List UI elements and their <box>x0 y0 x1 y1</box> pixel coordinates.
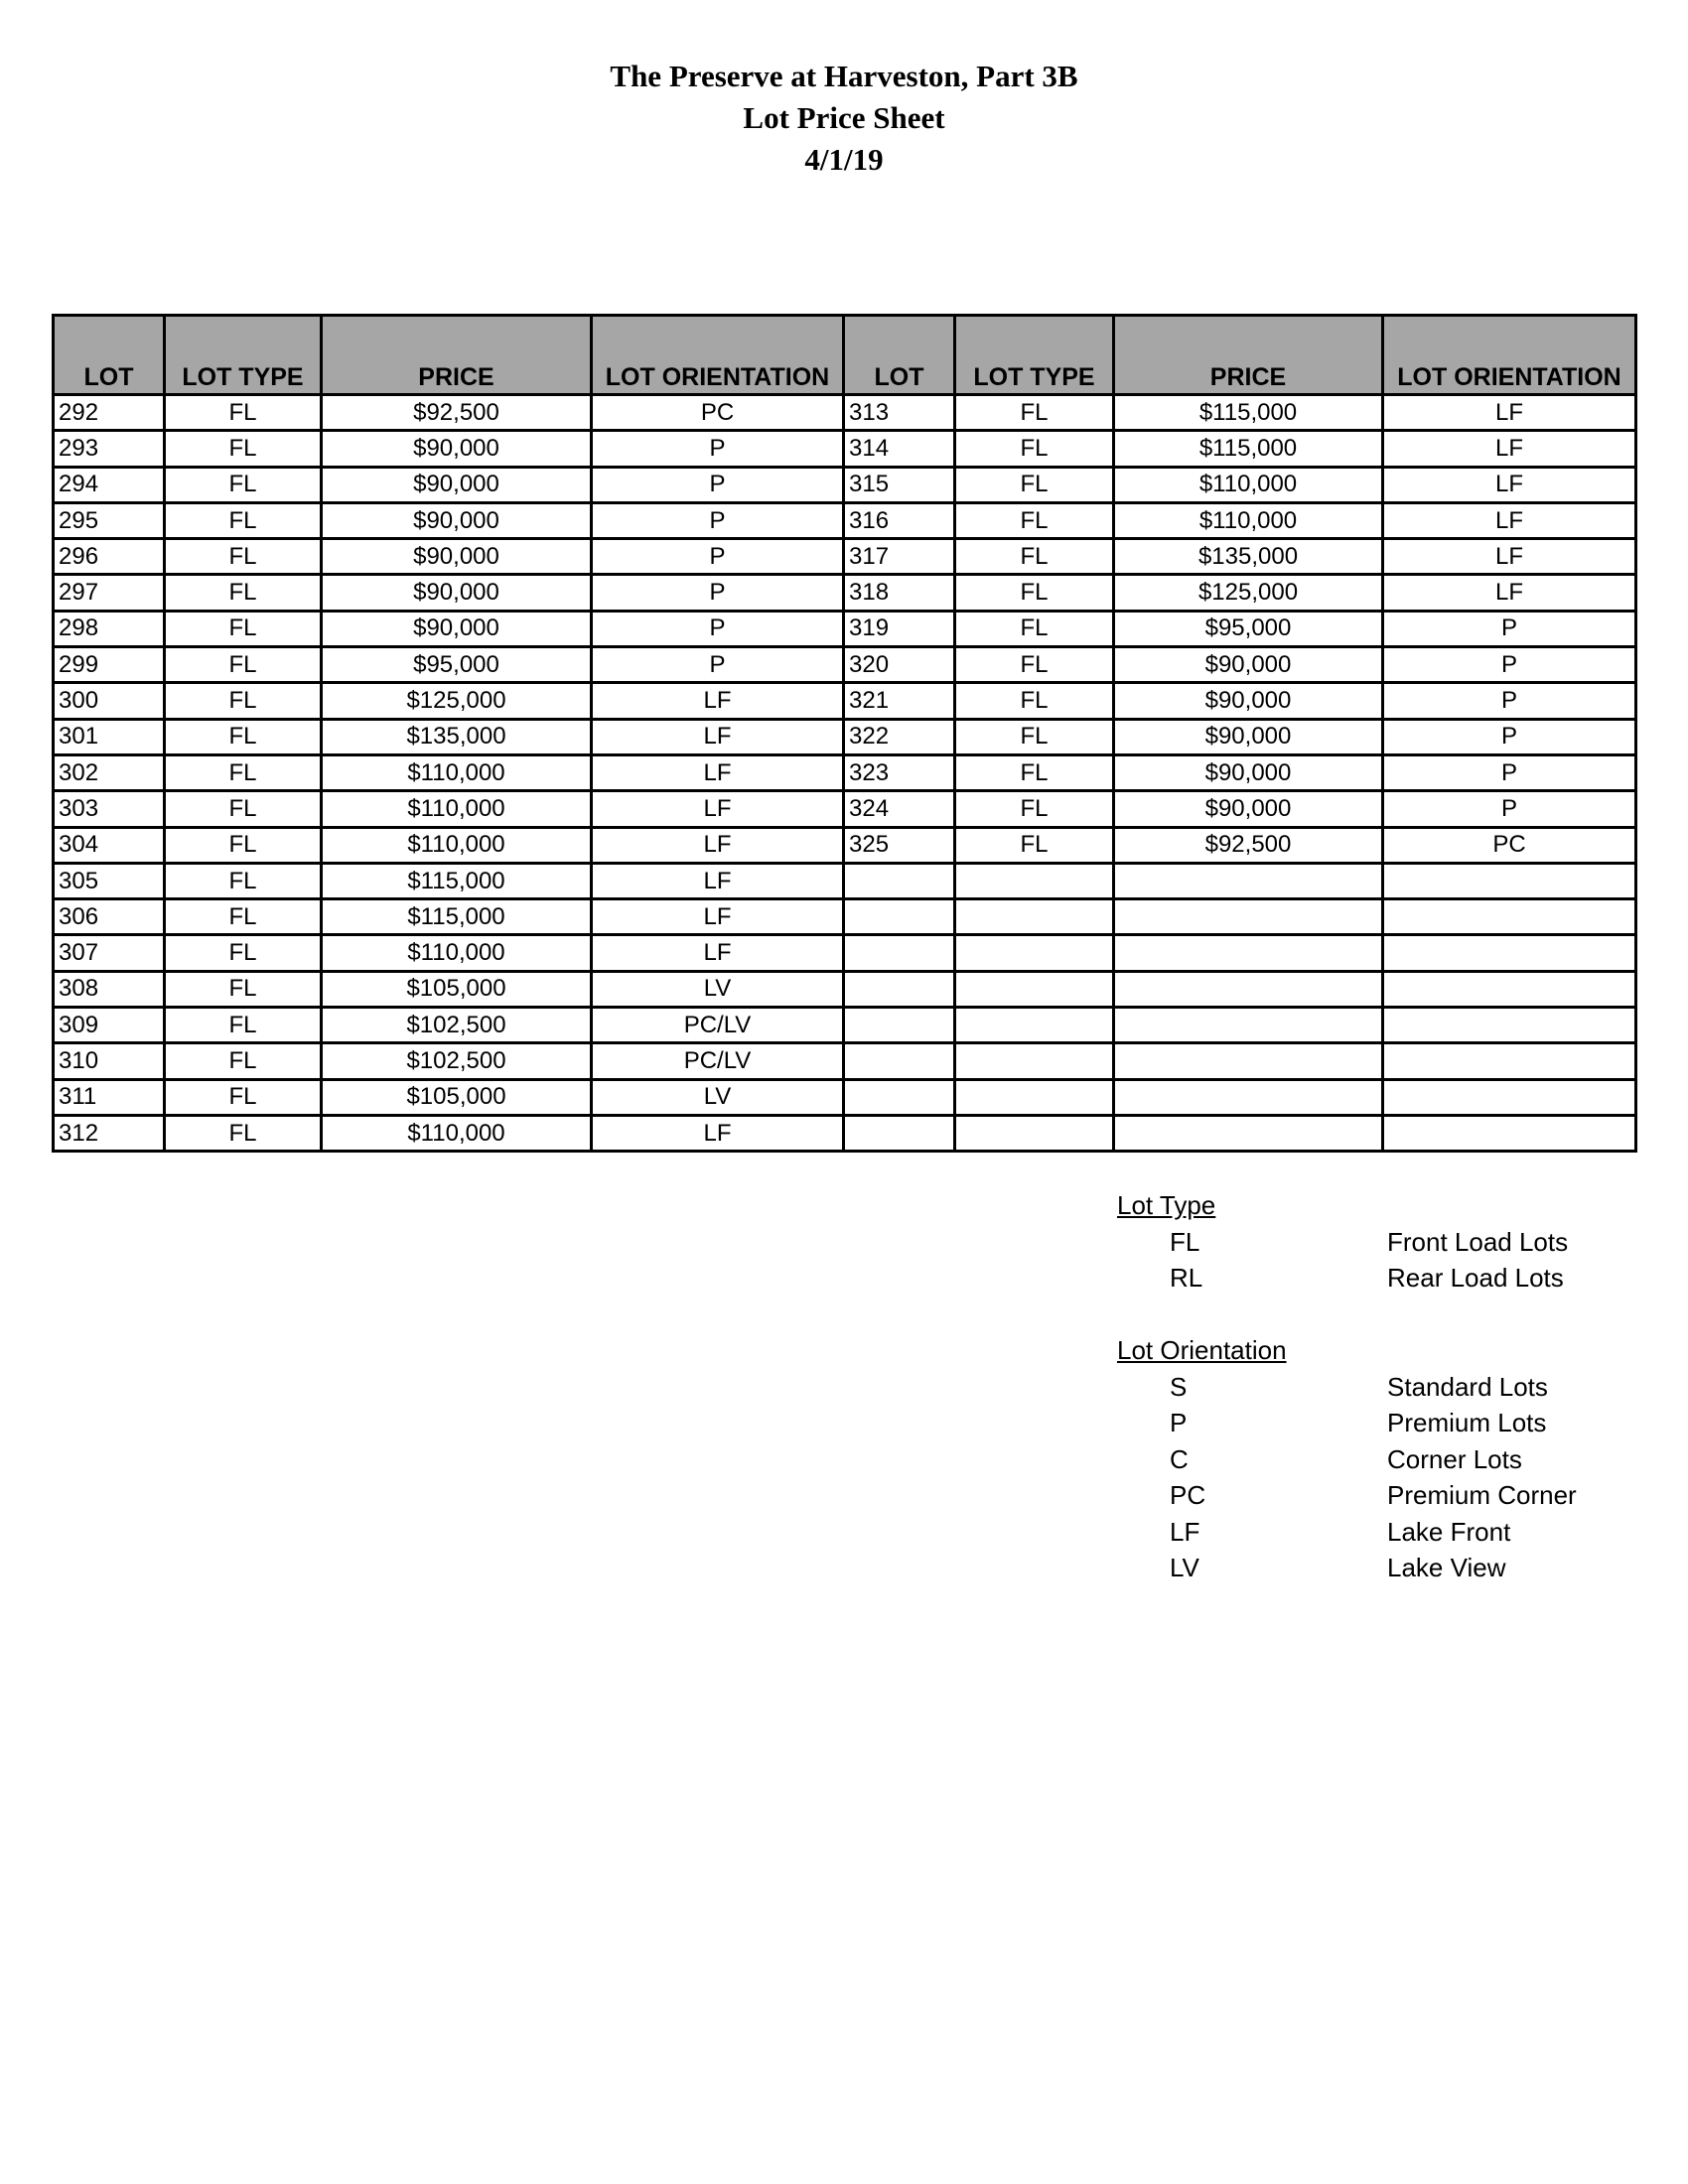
table-row <box>54 1008 1636 1043</box>
lot-orientation-cell: LF <box>592 863 844 898</box>
lot-type-cell: FL <box>955 683 1114 719</box>
lot-type-cell: FL <box>955 827 1114 863</box>
legend-item <box>1117 1550 1633 1586</box>
lot-orientation-cell: PC <box>592 395 844 431</box>
title-line-2: Lot Price Sheet <box>743 100 945 135</box>
lot-orientation-cell: LF <box>592 683 844 719</box>
price-cell: $125,000 <box>1114 575 1383 611</box>
header-lot-2: LOT <box>844 316 955 395</box>
lot-orientation-cell: PC <box>1383 827 1636 863</box>
lot-type-cell: FL <box>955 431 1114 467</box>
price-cell: $102,500 <box>322 1008 592 1043</box>
lot-cell: 313 <box>844 395 955 431</box>
lot-cell: 306 <box>54 899 165 935</box>
lot-cell <box>844 1079 955 1115</box>
legend-code: P <box>1170 1408 1188 1437</box>
legend-code: LV <box>1170 1553 1199 1582</box>
lot-type-cell: FL <box>165 467 322 502</box>
lot-orientation-cell: LF <box>592 935 844 971</box>
price-cell: $110,000 <box>322 791 592 827</box>
lot-type-cell: FL <box>165 683 322 719</box>
lot-type-cell: FL <box>165 1043 322 1079</box>
price-cell <box>1114 1115 1383 1151</box>
legend-item <box>1117 1514 1633 1551</box>
lot-type-cell: FL <box>165 863 322 898</box>
lot-cell: 299 <box>54 647 165 683</box>
lot-type-cell: FL <box>165 395 322 431</box>
table-row <box>54 575 1636 611</box>
legend-desc: Lake View <box>1387 1553 1506 1582</box>
lot-orientation-cell: LF <box>1383 467 1636 502</box>
lot-cell: 297 <box>54 575 165 611</box>
lot-orientation-cell: LF <box>1383 395 1636 431</box>
lot-orientation-cell: LF <box>1383 502 1636 538</box>
price-cell: $90,000 <box>1114 683 1383 719</box>
lot-cell: 310 <box>54 1043 165 1079</box>
lot-orientation-cell: LV <box>592 1079 844 1115</box>
lot-orientation-cell: LF <box>1383 539 1636 575</box>
lot-cell: 304 <box>54 827 165 863</box>
lot-orientation-cell: P <box>1383 647 1636 683</box>
lot-type-cell <box>955 1008 1114 1043</box>
legend-code: LF <box>1170 1516 1200 1547</box>
header-lot-type: LOT TYPE <box>165 316 322 395</box>
table-row <box>54 539 1636 575</box>
lot-type-cell: FL <box>955 502 1114 538</box>
lot-orientation-cell: LF <box>1383 575 1636 611</box>
price-cell: $115,000 <box>322 863 592 898</box>
legend-code: S <box>1170 1371 1188 1402</box>
legend-item <box>1117 1477 1633 1514</box>
table-row <box>54 647 1636 683</box>
lot-type-cell: FL <box>165 719 322 754</box>
price-cell: $90,000 <box>322 467 592 502</box>
lot-orientation-cell: LV <box>592 971 844 1007</box>
lot-type-cell: FL <box>165 754 322 790</box>
table-row <box>54 719 1636 754</box>
price-cell <box>1114 971 1383 1007</box>
lot-cell <box>844 1008 955 1043</box>
table-row <box>54 467 1636 502</box>
lot-orientation-cell <box>1383 1079 1636 1115</box>
document-title <box>0 56 1688 181</box>
lot-orientation-cell <box>1383 935 1636 971</box>
lot-type-cell <box>955 863 1114 898</box>
price-cell: $92,500 <box>1114 827 1383 863</box>
lot-orientation-cell <box>1383 863 1636 898</box>
lot-cell: 308 <box>54 971 165 1007</box>
lot-cell: 303 <box>54 791 165 827</box>
lot-cell <box>844 1115 955 1151</box>
lot-cell: 294 <box>54 467 165 502</box>
lot-cell: 324 <box>844 791 955 827</box>
lot-orientation-cell: P <box>592 539 844 575</box>
table-row <box>54 935 1636 971</box>
price-cell: $90,000 <box>322 611 592 646</box>
lot-type-cell: FL <box>165 1115 322 1151</box>
lot-orientation-cell: P <box>592 575 844 611</box>
lot-type-cell: FL <box>165 1079 322 1115</box>
price-cell: $135,000 <box>322 719 592 754</box>
lot-cell: 320 <box>844 647 955 683</box>
price-cell: $90,000 <box>322 431 592 467</box>
lot-cell: 300 <box>54 683 165 719</box>
price-cell: $110,000 <box>1114 502 1383 538</box>
lot-cell: 318 <box>844 575 955 611</box>
price-cell <box>1114 899 1383 935</box>
lot-orientation-cell: PC/LV <box>592 1008 844 1043</box>
table-row <box>54 395 1636 431</box>
lot-cell <box>844 971 955 1007</box>
lot-orientation-cell: P <box>592 467 844 502</box>
lot-orientation-cell: P <box>592 502 844 538</box>
header-price-2: PRICE <box>1114 316 1383 395</box>
lot-orientation-cell: P <box>1383 611 1636 646</box>
legend <box>1117 1187 1633 1586</box>
price-cell: $115,000 <box>322 899 592 935</box>
header-lot-orientation: LOT ORIENTATION <box>592 316 844 395</box>
price-cell: $110,000 <box>1114 467 1383 502</box>
price-cell: $90,000 <box>1114 647 1383 683</box>
lot-cell <box>844 935 955 971</box>
lot-cell: 296 <box>54 539 165 575</box>
lot-cell: 316 <box>844 502 955 538</box>
lot-type-cell: FL <box>165 827 322 863</box>
lot-cell: 315 <box>844 467 955 502</box>
table-row <box>54 683 1636 719</box>
lot-orientation-cell: LF <box>592 719 844 754</box>
legend-item <box>1117 1441 1633 1478</box>
lot-orientation-cell: LF <box>592 827 844 863</box>
lot-cell: 325 <box>844 827 955 863</box>
table-row <box>54 863 1636 898</box>
price-cell: $90,000 <box>322 502 592 538</box>
lot-type-cell <box>955 1043 1114 1079</box>
lot-orientation-cell <box>1383 971 1636 1007</box>
price-cell <box>1114 1008 1383 1043</box>
table-row <box>54 1115 1636 1151</box>
lot-orientation-cell: PC/LV <box>592 1043 844 1079</box>
lot-cell: 301 <box>54 719 165 754</box>
lot-cell: 302 <box>54 754 165 790</box>
lot-type-cell: FL <box>165 575 322 611</box>
legend-desc: Corner Lots <box>1387 1443 1522 1474</box>
table-row <box>54 1043 1636 1079</box>
price-cell: $90,000 <box>1114 791 1383 827</box>
lot-type-cell: FL <box>165 431 322 467</box>
legend-code: PC <box>1170 1480 1206 1510</box>
lot-cell: 319 <box>844 611 955 646</box>
lot-orientation-cell: P <box>1383 719 1636 754</box>
lot-orientation-cell: P <box>1383 683 1636 719</box>
legend-item <box>1117 1260 1633 1297</box>
lot-orientation-cell <box>1383 1043 1636 1079</box>
price-cell: $115,000 <box>1114 395 1383 431</box>
price-cell <box>1114 935 1383 971</box>
lot-type-cell <box>955 899 1114 935</box>
lot-type-cell: FL <box>955 539 1114 575</box>
lot-type-cell: FL <box>955 719 1114 754</box>
lot-cell: 322 <box>844 719 955 754</box>
legend-code: RL <box>1170 1263 1203 1293</box>
lot-type-cell <box>955 1079 1114 1115</box>
lot-orientation-cell: P <box>1383 791 1636 827</box>
header-lot: LOT <box>54 316 165 395</box>
price-cell: $90,000 <box>1114 719 1383 754</box>
legend-desc: Front Load Lots <box>1387 1226 1569 1257</box>
price-cell: $102,500 <box>322 1043 592 1079</box>
lot-orientation-cell: P <box>592 431 844 467</box>
legend-lot-type-heading: Lot Type <box>1117 1190 1216 1220</box>
legend-code: FL <box>1170 1226 1200 1257</box>
lot-orientation-cell: LF <box>1383 431 1636 467</box>
lot-orientation-cell: LF <box>592 754 844 790</box>
price-cell <box>1114 863 1383 898</box>
legend-desc: Premium Corner <box>1387 1480 1577 1510</box>
title-date: 4/1/19 <box>804 142 884 177</box>
lot-type-cell: FL <box>955 611 1114 646</box>
price-cell: $90,000 <box>322 539 592 575</box>
table-row <box>54 431 1636 467</box>
table-header-row <box>54 316 1636 395</box>
lot-cell <box>844 899 955 935</box>
table-row <box>54 611 1636 646</box>
table-row <box>54 827 1636 863</box>
lot-cell: 298 <box>54 611 165 646</box>
price-cell: $92,500 <box>322 395 592 431</box>
price-cell: $115,000 <box>1114 431 1383 467</box>
lot-cell: 323 <box>844 754 955 790</box>
price-cell: $125,000 <box>322 683 592 719</box>
lot-orientation-cell <box>1383 1008 1636 1043</box>
lot-type-cell <box>955 971 1114 1007</box>
lot-type-cell: FL <box>165 539 322 575</box>
lot-cell <box>844 1043 955 1079</box>
table-row <box>54 502 1636 538</box>
lot-cell: 317 <box>844 539 955 575</box>
legend-item <box>1117 1224 1633 1261</box>
lot-cell: 311 <box>54 1079 165 1115</box>
price-cell: $90,000 <box>322 575 592 611</box>
price-cell: $105,000 <box>322 1079 592 1115</box>
price-cell: $110,000 <box>322 827 592 863</box>
lot-type-cell: FL <box>955 575 1114 611</box>
lot-type-cell: FL <box>955 395 1114 431</box>
price-cell: $95,000 <box>1114 611 1383 646</box>
lot-cell: 305 <box>54 863 165 898</box>
lot-type-cell <box>955 1115 1114 1151</box>
price-cell <box>1114 1079 1383 1115</box>
header-lot-type-2: LOT TYPE <box>955 316 1114 395</box>
lot-orientation-cell: LF <box>592 1115 844 1151</box>
table-row <box>54 971 1636 1007</box>
lot-cell: 312 <box>54 1115 165 1151</box>
price-cell: $90,000 <box>1114 754 1383 790</box>
lot-price-table <box>52 314 1637 1153</box>
lot-type-cell: FL <box>165 899 322 935</box>
title-line-1: The Preserve at Harveston, Part 3B <box>610 59 1078 93</box>
price-cell: $110,000 <box>322 935 592 971</box>
lot-orientation-cell: P <box>1383 754 1636 790</box>
lot-type-cell: FL <box>955 791 1114 827</box>
lot-type-cell: FL <box>165 1008 322 1043</box>
lot-orientation-cell: P <box>592 611 844 646</box>
table-row <box>54 791 1636 827</box>
legend-desc: Premium Lots <box>1387 1408 1547 1437</box>
lot-cell: 292 <box>54 395 165 431</box>
lot-type-cell: FL <box>955 754 1114 790</box>
lot-type-cell: FL <box>165 611 322 646</box>
table-row <box>54 754 1636 790</box>
price-cell: $105,000 <box>322 971 592 1007</box>
lot-type-cell: FL <box>165 647 322 683</box>
lot-cell: 309 <box>54 1008 165 1043</box>
legend-desc: Rear Load Lots <box>1387 1263 1564 1293</box>
lot-cell: 321 <box>844 683 955 719</box>
table-row <box>54 899 1636 935</box>
price-cell: $95,000 <box>322 647 592 683</box>
lot-cell: 295 <box>54 502 165 538</box>
lot-type-cell: FL <box>165 935 322 971</box>
lot-cell: 314 <box>844 431 955 467</box>
lot-cell: 307 <box>54 935 165 971</box>
table-row <box>54 1079 1636 1115</box>
lot-type-cell: FL <box>955 647 1114 683</box>
lot-cell <box>844 863 955 898</box>
legend-lot-orientation-heading: Lot Orientation <box>1117 1335 1287 1365</box>
table-body <box>54 395 1636 1152</box>
lot-cell: 293 <box>54 431 165 467</box>
lot-type-cell: FL <box>165 791 322 827</box>
legend-item <box>1117 1405 1633 1441</box>
lot-type-cell: FL <box>165 971 322 1007</box>
header-price: PRICE <box>322 316 592 395</box>
legend-desc: Lake Front <box>1387 1516 1511 1547</box>
lot-orientation-cell: LF <box>592 899 844 935</box>
lot-type-cell: FL <box>165 502 322 538</box>
header-lot-orientation-2: LOT ORIENTATION <box>1383 316 1636 395</box>
price-cell: $110,000 <box>322 754 592 790</box>
lot-type-cell <box>955 935 1114 971</box>
lot-orientation-cell <box>1383 899 1636 935</box>
lot-orientation-cell: P <box>592 647 844 683</box>
lot-type-cell: FL <box>955 467 1114 502</box>
lot-orientation-cell <box>1383 1115 1636 1151</box>
legend-desc: Standard Lots <box>1387 1371 1548 1402</box>
legend-item <box>1117 1369 1633 1406</box>
legend-code: C <box>1170 1443 1189 1474</box>
price-cell <box>1114 1043 1383 1079</box>
lot-orientation-cell: LF <box>592 791 844 827</box>
price-cell: $135,000 <box>1114 539 1383 575</box>
price-cell: $110,000 <box>322 1115 592 1151</box>
